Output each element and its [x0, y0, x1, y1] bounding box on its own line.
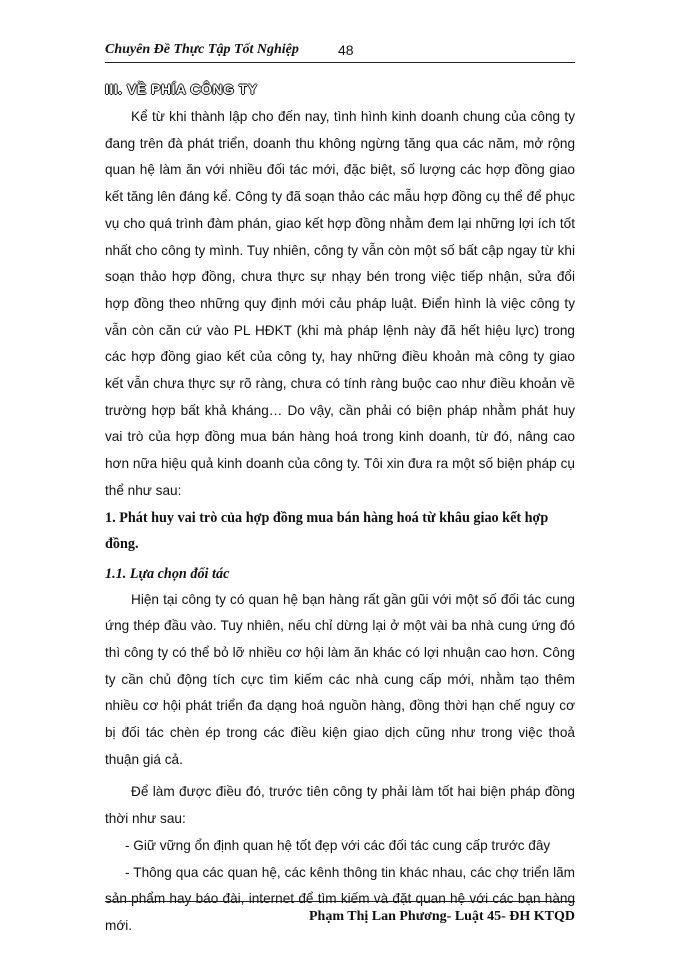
- page-content: [105, 78, 575, 940]
- partner-paragraph: Hiện tại công ty có quan hệ bạn hàng rất gần gũi với một số đối tác cung ứng thép đầu vào. Tuy nhiên, nếu chỉ dừng lại ở một vài ba nhà cung ứng đó thì công ty có thể bỏ lỡ nhiều cơ hội làm ăn khác có lợi nhuận cao hơn. Công ty cần chủ động tích cực tìm kiếm các nhà cung cấp mới, nhằm tạo thêm nhiều cơ hội phát triển đa dạng hoá nguồn hàng, đồng thời hạn chế nguy cơ bị đối tác chèn ép trong các điều kiện giao dịch cũng như trong việc thoả thuận giá cả.: [105, 591, 575, 767]
- list-item: - Thông qua các quan hệ, các kênh thông tin khác nhau, các chợ triển lãm sản phẩm hay báo đài, internet để tìm kiếm và đặt quan hệ với các bạn hàng mới.: [105, 864, 575, 933]
- sub-subsection-heading: 1.1. Lựa chọn đối tác: [105, 565, 230, 582]
- section-heading: III. VỀ PHÍA CÔNG TY: [105, 81, 258, 97]
- author-line: Phạm Thị Lan Phương- Luật 45- ĐH KTQD: [309, 909, 575, 924]
- subsection-heading: 1. Phát huy vai trò của hợp đồng mua bán hàng hoá từ khâu giao kết hợp đồng.: [105, 509, 549, 552]
- list-item: - Giữ vững ổn định quan hệ tốt đẹp với các đối tác cung cấp trước đây: [125, 837, 551, 853]
- page-header: [105, 42, 575, 63]
- measures-paragraph: Để làm được điều đó, trước tiên công ty phải làm tốt hai biện pháp đồng thời như sau:: [105, 784, 575, 827]
- document-title: Chuyên Đề Thực Tập Tốt Nghiệp: [105, 42, 299, 57]
- intro-paragraph: Kể từ khi thành lập cho đến nay, tình hình kinh doanh chung của công ty đang trên đà phát triển, doanh thu không ngừng tăng qua các năm, mở rộng quan hệ làm ăn với nhiều đối tác mới, đặc biệt, số lượng các hợp đồng giao kết tăng lên đáng kể. Công ty đã soạn thảo các mẫu hợp đồng cụ thể để phục vụ cho quá trình đàm phán, giao kết hợp đồng nhằm đem lại những lợi ích tốt nhất cho công ty mình. Tuy nhiên, công ty vẫn còn một số bất cập ngay từ khi soạn thảo hợp đồng, chưa thực sự nhạy bén trong việc tiếp nhận, sửa đổi hợp đồng theo những quy định mới cảu pháp luật. Điển hình là việc công ty vẫn còn căn cứ vào PL HĐKT (khi mà pháp lệnh này đã hết hiệu lực) trong các hợp đồng giao kết của công ty, hay những điều khoản mà công ty giao kết vẫn chưa thực sự rõ ràng, chưa có tính ràng buộc cao như điều khoản về trường hợp bất khả kháng… Do vậy, cần phải có biện pháp nhằm phát huy vai trò của hợp đồng mua bán hàng hoá trong kinh doanh, từ đó, nâng cao hơn nữa hiệu quả kinh doanh của công ty. Tôi xin đưa ra một số biện pháp cụ thể như sau:: [105, 109, 575, 498]
- page-footer: [105, 901, 575, 925]
- page-number: 48: [338, 42, 354, 58]
